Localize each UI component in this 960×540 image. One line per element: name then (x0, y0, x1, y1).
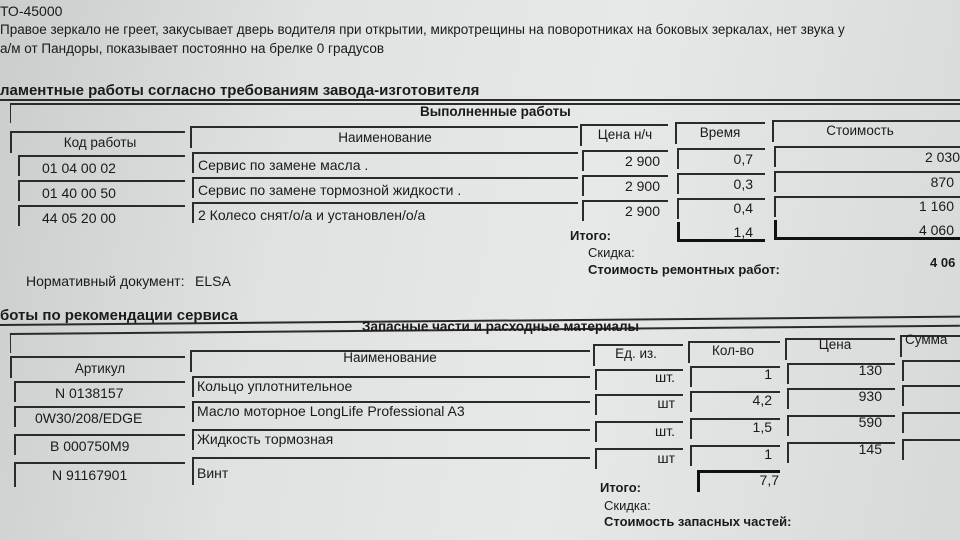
normative-value: ELSA (195, 273, 231, 289)
col-name-label: Наименование (338, 130, 432, 145)
parts-row-3-name: Жидкость тормозная (197, 431, 334, 447)
works-row-1-time: 0,7 (733, 151, 753, 167)
parts-row-2-name: Масло моторное LongLife Professional A3 (197, 403, 465, 419)
parts-section-title: боты по рекомендации сервиса (0, 307, 238, 324)
parts-row-2-sum-cell (902, 385, 960, 406)
works-row-2-cost: 870 (930, 174, 954, 190)
parts-total-label: Итого: (600, 480, 641, 495)
parts-row-1-unit: шт. (655, 369, 675, 385)
col-article-label: Артикул (74, 361, 126, 376)
works-row-1-price: 2 900 (624, 153, 660, 169)
parts-row-3-price: 590 (858, 414, 882, 430)
col-time-label: Время (699, 125, 741, 140)
parts-row-4-sum-cell (902, 439, 960, 460)
complaint-line-1: Правое зеркало не греет, закусывает дверь водителя при открытии, микротрещины на поворотниках на боковых зеркалах, нет звука у (0, 22, 845, 37)
works-repair-cost-label: Стоимость ремонтных работ: (588, 262, 780, 277)
parts-row-2-qty: 4,2 (752, 392, 772, 408)
parts-row-2-unit: шт (657, 395, 675, 411)
works-section-title: ламентные работы согласно требованиям завода-изготовителя (0, 82, 480, 99)
parts-row-1-name: Кольцо уплотнительное (197, 378, 353, 394)
normative-label: Нормативный документ: (26, 273, 185, 289)
parts-row-4-name: Винт (197, 465, 229, 481)
parts-row-3-qty: 1,5 (752, 419, 772, 435)
parts-row-4-price: 145 (858, 441, 882, 457)
works-total-time: 1,4 (733, 224, 753, 240)
col-cost-label: Стоимость (826, 123, 894, 138)
parts-row-1-qty: 1 (764, 366, 772, 382)
parts-row-2-article: 0W30/208/EDGE (35, 410, 143, 426)
works-row-3-cost: 1 160 (918, 198, 954, 214)
works-total-label: Итого: (570, 228, 611, 243)
col-price-label: Цена н/ч (597, 127, 653, 142)
works-row-1-cost: 2 030 (924, 149, 960, 165)
complaint-line-2: а/м от Пандоры, показывает постоянно на брелке 0 градусов (0, 41, 385, 56)
parts-row-3-sum-cell (902, 412, 960, 433)
works-discount-label: Скидка: (588, 245, 635, 260)
parts-row-1-article: N 0138157 (55, 385, 124, 401)
parts-discount-label: Скидка: (604, 498, 651, 513)
works-repair-cost-value: 4 06 (930, 255, 956, 270)
parts-row-4-article: N 91167901 (52, 467, 128, 483)
parts-row-4-qty: 1 (764, 446, 772, 462)
col-sum-label: Сумма (905, 332, 948, 347)
works-row-3-price: 2 900 (624, 203, 660, 219)
parts-row-1-sum-cell (902, 360, 960, 381)
works-row-3-code: 44 05 20 00 (42, 210, 116, 226)
parts-row-3-unit: шт. (655, 423, 675, 439)
works-row-1-code: 01 04 00 02 (42, 160, 116, 176)
order-number: ТО-45000 (0, 3, 63, 19)
col-code-label: Код работы (63, 135, 137, 150)
parts-table-title: Запасные части и расходные материалы (362, 319, 640, 334)
works-total-cost: 4 060 (918, 222, 954, 238)
parts-row-4-unit: шт (657, 450, 675, 466)
works-row-3-time: 0,4 (733, 200, 753, 216)
parts-total-qty: 7,7 (759, 472, 779, 488)
col-part-name-label: Наименование (343, 350, 437, 365)
works-row-1-name: Сервис по замене масла . (198, 157, 369, 173)
parts-cost-label: Стоимость запасных частей: (604, 514, 792, 529)
works-section-divider (0, 99, 960, 101)
col-part-price-label: Цена (818, 337, 852, 352)
works-table-title: Выполненные работы (420, 104, 571, 119)
works-row-2-time: 0,3 (733, 176, 753, 192)
works-row-2-name: Сервис по замене тормозной жидкости . (198, 182, 462, 198)
parts-row-4-name-cell (192, 457, 590, 485)
parts-row-1-price: 130 (858, 362, 882, 378)
works-row-2-price: 2 900 (624, 178, 660, 194)
works-row-2-code: 01 40 00 50 (42, 185, 116, 201)
col-qty-label: Кол-во (712, 343, 754, 358)
works-row-3-name: 2 Колесо снят/о/а и установлен/о/а (198, 207, 426, 223)
parts-row-2-price: 930 (858, 388, 882, 404)
parts-row-3-article: B 000750M9 (50, 438, 130, 454)
col-unit-label: Ед. из. (615, 346, 657, 361)
